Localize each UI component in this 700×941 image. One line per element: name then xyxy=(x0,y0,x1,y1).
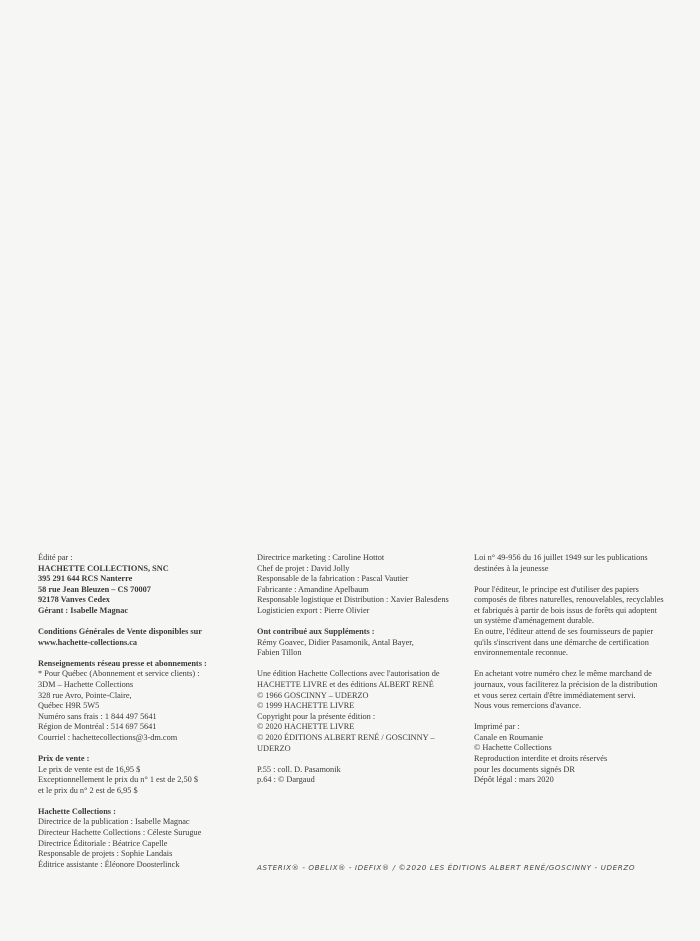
hachette-line: Directrice Éditoriale : Béatrice Capelle xyxy=(38,838,168,848)
contributors-line: Fabien Tillon xyxy=(257,648,302,658)
conditions-block xyxy=(38,627,243,648)
network-line: Québec H9R 5W5 xyxy=(38,701,100,711)
printing-line: pour les documents signés DR xyxy=(474,764,575,774)
staff-line: Fabricante : Amandine Apelbaum xyxy=(257,584,369,594)
left-column xyxy=(38,553,243,881)
network-title: Renseignements réseau presse et abonnements : xyxy=(38,658,207,668)
network-line: Numéro sans frais : 1 844 497 5641 xyxy=(38,711,157,721)
rights-line: Copyright pour la présente édition : xyxy=(257,711,376,721)
hachette-line: Responsable de projets : Sophie Landais xyxy=(38,849,173,859)
environment-block xyxy=(474,585,689,659)
network-email: Courriel : hachettecollections@3-dm.com xyxy=(38,732,178,742)
publisher-address-2: 92178 Vanves Cedex xyxy=(38,595,110,605)
network-line: Région de Montréal : 514 697 5641 xyxy=(38,722,157,732)
credits-block xyxy=(257,765,467,786)
purchase-line: journaux, vous faciliterez la précision de la distribution xyxy=(474,679,658,689)
price-block xyxy=(38,754,243,796)
publisher-manager: Gérant : Isabelle Magnac xyxy=(38,605,129,615)
right-column xyxy=(474,553,689,796)
credit-line: P.55 : coll. D. Pasamonik xyxy=(257,764,341,774)
purchase-line: En achetant votre numéro chez le même marchand de xyxy=(474,669,652,679)
credit-line: p.64 : © Dargaud xyxy=(257,775,315,785)
publisher-company: HACHETTE COLLECTIONS, SNC xyxy=(38,563,169,573)
printing-line: Dépôt légal : mars 2020 xyxy=(474,775,554,785)
conditions-url: www.hachette-collections.ca xyxy=(38,637,138,647)
printing-line: Canale en Roumanie xyxy=(474,732,544,742)
copyright-footer: ASTERIX® - OBELIX® - IDEFIX® / ©2020 LES ÉDITIONS ALBERT RENÉ/GOSCINNY - UDERZO xyxy=(257,863,636,872)
price-line: Exceptionnellement le prix du n° 1 est de 2,50 $ xyxy=(38,775,198,785)
printing-line: © Hachette Collections xyxy=(474,743,552,753)
law-line: destinées à la jeunesse xyxy=(474,563,549,573)
environment-line: Pour l'éditeur, le principe est d'utiliser des papiers xyxy=(474,584,639,594)
rights-line: HACHETTE LIVRE et des éditions ALBERT RENÉ xyxy=(257,679,434,689)
hachette-line: Directrice de la publication : Isabelle Magnac xyxy=(38,817,190,827)
network-line: * Pour Québec (Abonnement et service clients) : xyxy=(38,669,200,679)
rights-line: © 1999 HACHETTE LIVRE xyxy=(257,701,355,711)
conditions-line-1: Conditions Générales de Vente disponibles sur xyxy=(38,627,202,637)
law-block xyxy=(474,553,689,574)
staff-block xyxy=(257,553,467,617)
printing-block xyxy=(474,722,689,786)
law-line: Loi n° 49-956 du 16 juillet 1949 sur les publications xyxy=(474,553,648,562)
printing-line: Reproduction interdite et droits réservés xyxy=(474,754,608,763)
publisher-rcs: 395 291 644 RCS Nanterre xyxy=(38,574,133,584)
environment-line: un système d'aménagement durable. xyxy=(474,616,594,626)
staff-line: Responsable de la fabrication : Pascal Vautier xyxy=(257,574,409,584)
rights-line: © 2020 HACHETTE LIVRE xyxy=(257,722,355,732)
environment-line: qu'ils s'inscrivent dans une démarche de certification xyxy=(474,637,649,647)
staff-line: Logisticien export : Pierre Olivier xyxy=(257,605,370,615)
rights-line: © 1966 GOSCINNY – UDERZO xyxy=(257,690,369,700)
rights-block xyxy=(257,669,467,754)
contributors-block xyxy=(257,627,467,659)
contributors-title: Ont contribué aux Suppléments : xyxy=(257,627,375,637)
environment-line: environnementale reconnue. xyxy=(474,648,568,658)
staff-line: Chef de projet : David Jolly xyxy=(257,563,350,573)
publisher-label: Édité par : xyxy=(38,553,73,562)
rights-line: UDERZO xyxy=(257,743,291,753)
printing-line: Imprimé par : xyxy=(474,722,520,732)
hachette-title: Hachette Collections : xyxy=(38,806,116,816)
network-line: 3DM – Hachette Collections xyxy=(38,679,134,689)
publisher-block xyxy=(38,553,243,617)
purchase-block xyxy=(474,669,689,711)
contributors-line: Rémy Goavec, Didier Pasamonik, Antal Bayer, xyxy=(257,637,414,647)
hachette-line: Éditrice assistante : Éléonore Doosterlinck xyxy=(38,859,180,869)
middle-column xyxy=(257,553,467,796)
staff-line: Responsable logistique et Distribution : Xavier Balesdens xyxy=(257,595,449,605)
environment-line: En outre, l'éditeur attend de ses fournisseurs de papier xyxy=(474,627,654,637)
purchase-line: et vous serez certain d'être immédiatement servi. xyxy=(474,690,636,700)
environment-line: et fabriqués à partir de bois issus de forêts qui adoptent xyxy=(474,605,657,615)
rights-line: Une édition Hachette Collections avec l'autorisation de xyxy=(257,669,440,679)
purchase-line: Nous vous remercions d'avance. xyxy=(474,701,582,711)
staff-line: Directrice marketing : Caroline Hottot xyxy=(257,553,385,562)
environment-line: composés de fibres naturelles, renouvelables, recyclables xyxy=(474,595,664,605)
network-line: 328 rue Avro, Pointe-Claire, xyxy=(38,690,132,700)
publisher-address-1: 58 rue Jean Bleuzen – CS 70007 xyxy=(38,584,151,594)
rights-line: © 2020 ÉDITIONS ALBERT RENÉ / GOSCINNY – xyxy=(257,732,435,742)
hachette-block xyxy=(38,807,243,871)
price-line: et le prix du n° 2 est de 6,95 $ xyxy=(38,785,138,795)
network-block xyxy=(38,659,243,744)
hachette-line: Directeur Hachette Collections : Céleste Surugue xyxy=(38,828,202,838)
price-line: Le prix de vente est de 16,95 $ xyxy=(38,764,141,774)
price-title: Prix de vente : xyxy=(38,754,90,763)
